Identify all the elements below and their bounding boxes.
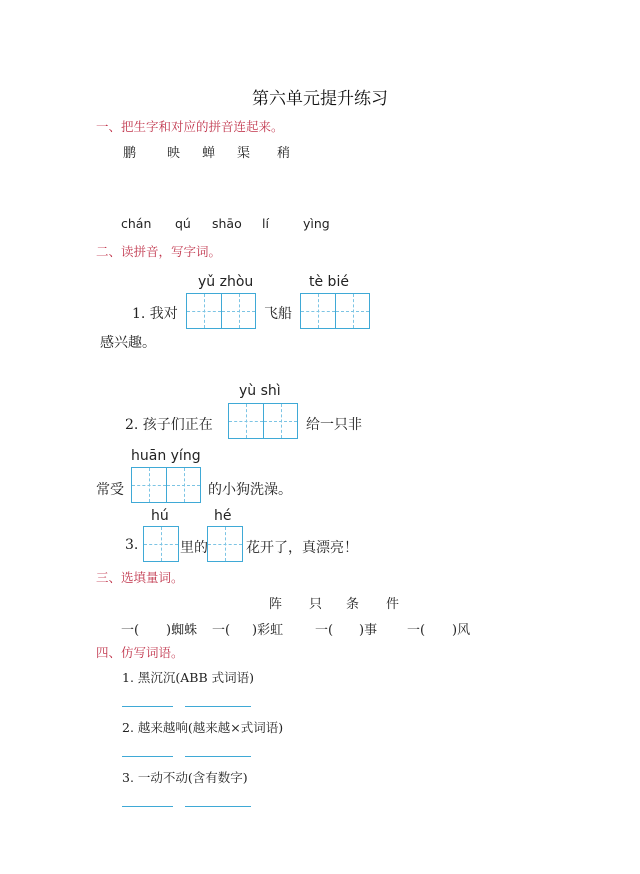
- measure-word: 件: [386, 597, 400, 612]
- fill-suffix: )事: [359, 623, 378, 638]
- answer-blank[interactable]: [185, 806, 251, 807]
- q1-text-before: 1. 我对: [132, 306, 178, 322]
- measure-word: 条: [346, 597, 360, 612]
- fill-prefix: 一(: [121, 623, 140, 638]
- q2-answer-grid-a[interactable]: [228, 403, 298, 439]
- imitation-item-2: 2. 越来越响(越来越×式词语): [122, 720, 284, 735]
- fill-suffix: )蜘蛛: [166, 623, 198, 638]
- writing-cell[interactable]: [132, 468, 166, 502]
- q2-pinyin-b: huān yíng: [131, 448, 201, 464]
- fill-suffix: )风: [452, 623, 471, 638]
- section2-heading: 二、读拼音，写字词。: [96, 244, 222, 259]
- imitation-item-1: 1. 黑沉沉(ABB 式词语): [122, 670, 255, 685]
- q3-text-after: 花开了，真漂亮！: [246, 540, 358, 556]
- writing-cell[interactable]: [221, 294, 255, 328]
- char-item: 渠: [237, 146, 251, 161]
- section1-heading: 一、把生字和对应的拼音连起来。: [96, 119, 284, 134]
- q3-pinyin-b: hé: [214, 508, 232, 524]
- q1-answer-grid-b[interactable]: [300, 293, 370, 329]
- answer-blank[interactable]: [122, 756, 173, 757]
- char-item: 蝉: [202, 146, 216, 161]
- section4-heading: 四、仿写词语。: [96, 645, 184, 660]
- q1-answer-grid-a[interactable]: [186, 293, 256, 329]
- q2-text-mid: 给一只非: [306, 417, 362, 433]
- answer-blank[interactable]: [122, 806, 173, 807]
- writing-cell[interactable]: [335, 294, 369, 328]
- writing-cell[interactable]: [229, 404, 263, 438]
- pinyin-item: shāo: [212, 216, 242, 231]
- fill-prefix: 一(: [407, 623, 426, 638]
- q3-text-mid: 里的: [180, 540, 208, 556]
- writing-cell[interactable]: [208, 527, 242, 561]
- q1-pinyin-a: yǔ zhòu: [198, 274, 254, 290]
- fill-suffix: )彩虹: [252, 623, 284, 638]
- q3-text-before: 3.: [125, 537, 139, 553]
- fill-prefix: 一(: [212, 623, 231, 638]
- writing-cell[interactable]: [187, 294, 221, 328]
- answer-blank[interactable]: [185, 706, 251, 707]
- char-item: 映: [167, 146, 181, 161]
- char-item: 鹏: [123, 146, 137, 161]
- fill-prefix: 一(: [315, 623, 334, 638]
- q2-pinyin-a: yù shì: [239, 383, 281, 399]
- q2-text-after: 的小狗洗澡。: [208, 482, 292, 498]
- writing-cell[interactable]: [301, 294, 335, 328]
- writing-cell[interactable]: [166, 468, 200, 502]
- q3-answer-grid-b[interactable]: [207, 526, 243, 562]
- q3-answer-grid-a[interactable]: [143, 526, 179, 562]
- q2-answer-grid-b[interactable]: [131, 467, 201, 503]
- pinyin-item: chán: [121, 216, 152, 231]
- writing-cell[interactable]: [144, 527, 178, 561]
- section3-heading: 三、选填量词。: [96, 570, 184, 585]
- q3-pinyin-a: hú: [151, 508, 169, 524]
- q2-text-before: 2. 孩子们正在: [125, 417, 213, 433]
- pinyin-item: yìng: [303, 216, 330, 231]
- char-item: 稍: [277, 146, 291, 161]
- writing-cell[interactable]: [263, 404, 297, 438]
- measure-word: 只: [309, 597, 323, 612]
- q1-text-mid: 飞船: [264, 306, 292, 322]
- imitation-item-3: 3. 一动不动(含有数字): [122, 770, 248, 785]
- answer-blank[interactable]: [185, 756, 251, 757]
- pinyin-item: lí: [262, 216, 269, 231]
- page-title: 第六单元提升练习: [252, 89, 388, 109]
- pinyin-item: qú: [175, 216, 191, 231]
- measure-word: 阵: [269, 597, 283, 612]
- answer-blank[interactable]: [122, 706, 173, 707]
- q1-text-after: 感兴趣。: [100, 335, 156, 351]
- q1-pinyin-b: tè bié: [309, 274, 349, 290]
- q2-text-line2-before: 常受: [96, 482, 124, 498]
